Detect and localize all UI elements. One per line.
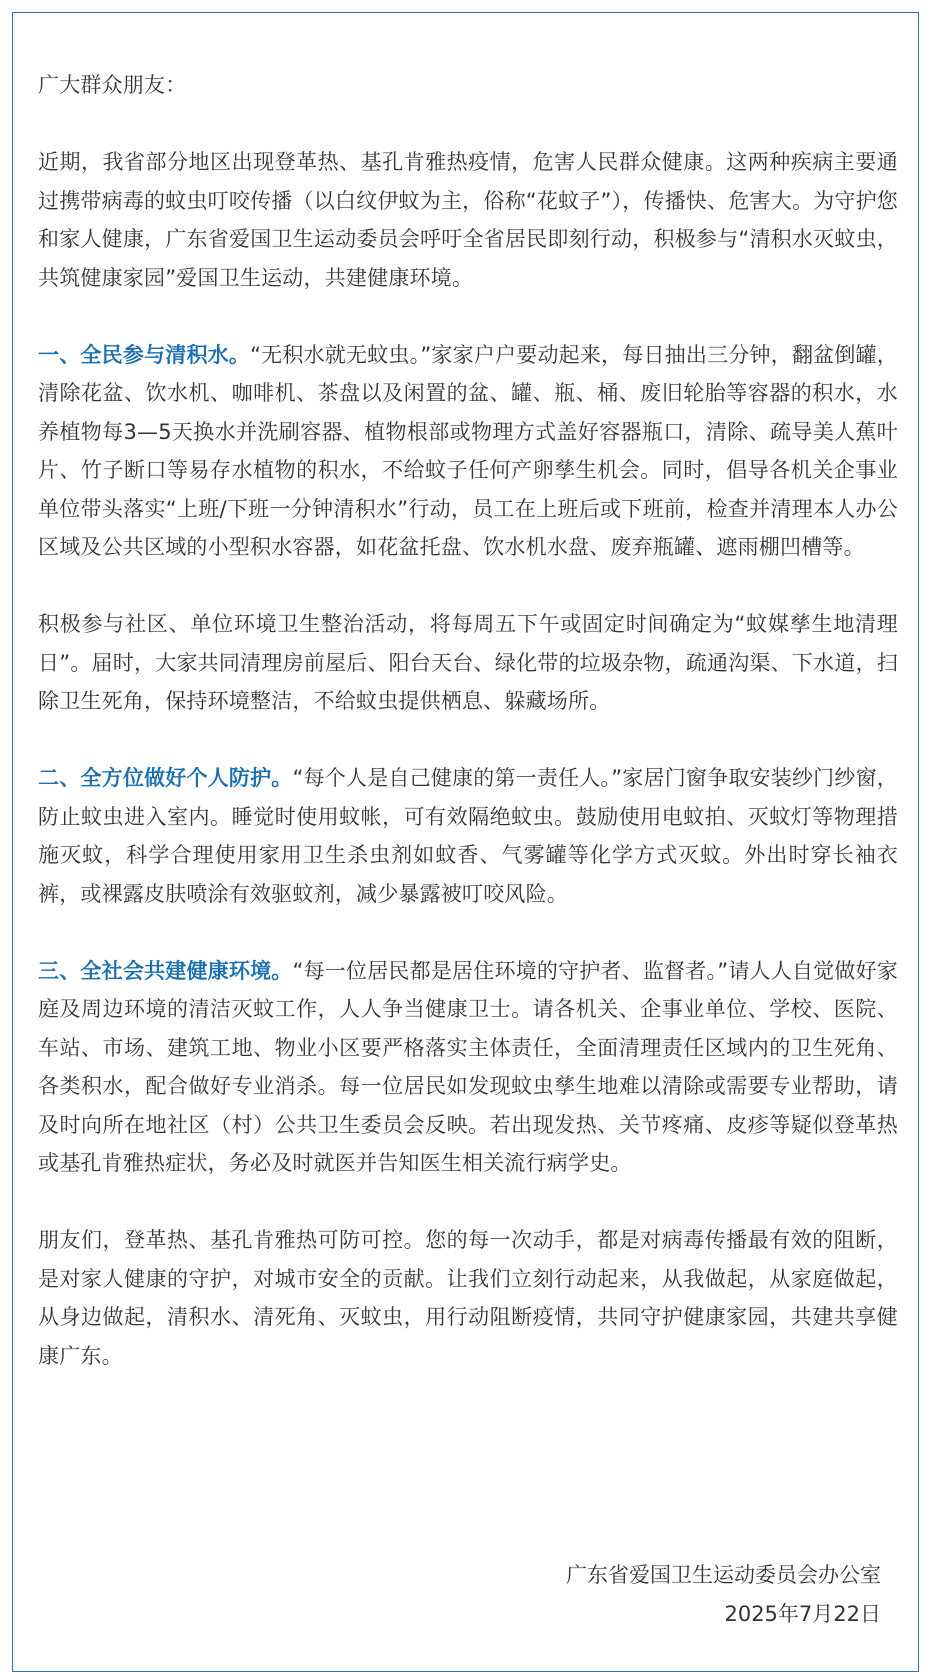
section-1-heading: 一、全民参与清积水。	[38, 342, 251, 367]
letter-body	[38, 66, 898, 1414]
section-3-paragraph	[38, 952, 898, 1183]
greeting: 广大群众朋友：	[38, 73, 187, 97]
section-2-heading: 二、全方位做好个人防护。	[38, 766, 293, 790]
signature-block	[566, 1556, 881, 1633]
section-1-paragraph	[38, 336, 898, 567]
signature-org: 广东省爱国卫生运动委员会办公室	[566, 1563, 881, 1587]
section-2-paragraph	[38, 759, 898, 913]
signature-date: 2025年7月22日	[724, 1601, 881, 1626]
section-2-body: “每个人是自己健康的第一责任人。”家居门窗争取安装纱门纱窗，防止蚊虫进入室内。睡觉时使用蚊帐，可有效隔绝蚊虫。鼓励使用电蚊拍、灭蚊灯等物理措施灭蚊，科学合理使用家用卫生杀虫剂如蚊香、气雾罐等化学方式灭蚊。外出时穿长袖衣裤，或裸露皮肤喷涂有效驱蚊剂，减少暴露被叮咬风险。	[38, 766, 898, 906]
closing-paragraph: 朋友们，登革热、基孔肯雅热可防可控。您的每一次动手，都是对病毒传播最有效的阻断，是对家人健康的守护，对城市安全的贡献。让我们立刻行动起来，从我做起，从家庭做起，从身边做起，清积水、清死角、灭蚊虫，用行动阻断疫情，共同守护健康家园，共建共享健康广东。	[38, 1228, 898, 1368]
section-1-body: “无积水就无蚊虫。”家家户户要动起来，每日抽出三分钟，翻盆倒罐，清除花盆、饮水机、咖啡机、茶盘以及闲置的盆、罐、瓶、桶、废旧轮胎等容器的积水，水养植物每3—5天换水并洗刷容器、植物根部或物理方式盖好容器瓶口，清除、疏导美人蕉叶片、竹子断口等易存水植物的积水，不给蚊子任何产卵孳生机会。同时，倡导各机关企事业单位带头落实“上班/下班一分钟清积水”行动，员工在上班后或下班前，检查并清理本人办公区域及公共区域的小型积水容器，如花盆托盘、饮水机水盘、废弃瓶罐、遮雨棚凹槽等。	[38, 342, 899, 559]
intro-paragraph: 近期，我省部分地区出现登革热、基孔肯雅热疫情，危害人民群众健康。这两种疾病主要通过携带病毒的蚊虫叮咬传播（以白纹伊蚊为主，俗称“花蚊子”），传播快、危害大。为守护您和家人健康，广东省爱国卫生运动委员会呼吁全省居民即刻行动，积极参与“清积水灭蚊虫，共筑健康家园”爱国卫生运动，共建健康环境。	[38, 150, 898, 290]
section-1-extra-paragraph: 积极参与社区、单位环境卫生整治活动，将每周五下午或固定时间确定为“蚊媒孳生地清理日”。届时，大家共同清理房前屋后、阳台天台、绿化带的垃圾杂物，疏通沟渠、下水道，扫除卫生死角，保持环境整洁，不给蚊虫提供栖息、躲藏场所。	[38, 612, 898, 713]
section-3-heading: 三、全社会共建健康环境。	[38, 958, 293, 983]
section-3-body: “每一位居民都是居住环境的守护者、监督者。”请人人自觉做好家庭及周边环境的清洁灭蚊工作，人人争当健康卫士。请各机关、企事业单位、学校、医院、车站、市场、建筑工地、物业小区要严格落实主体责任，全面清理责任区域内的卫生死角、各类积水，配合做好专业消杀。每一位居民如发现蚊虫孳生地难以清除或需要专业帮助，请及时向所在地社区（村）公共卫生委员会反映。若出现发热、关节疼痛、皮疹等疑似登革热或基孔肯雅热症状，务必及时就医并告知医生相关流行病学史。	[38, 958, 898, 1175]
